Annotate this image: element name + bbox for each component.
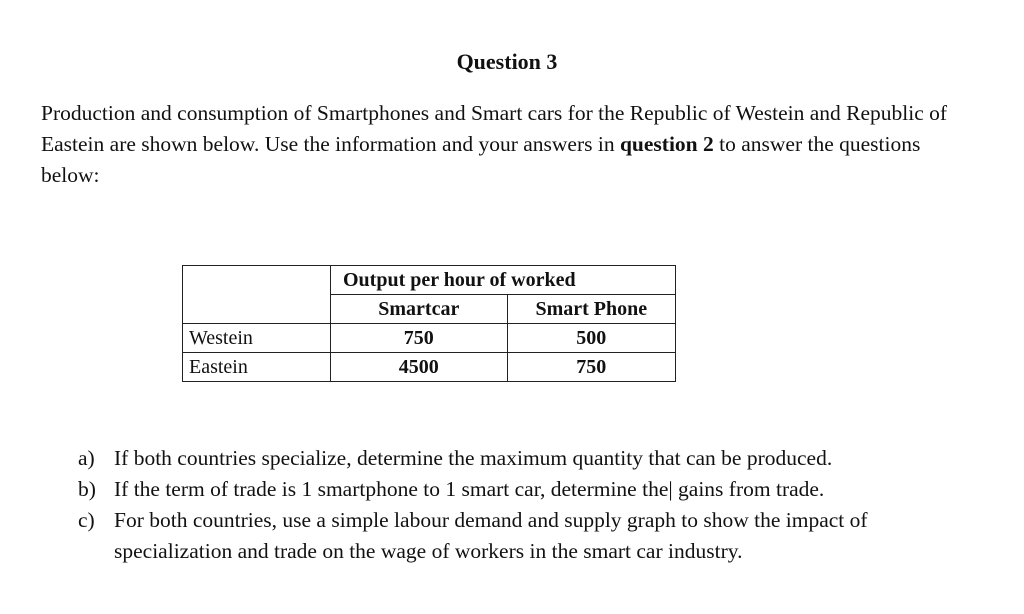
table-row <box>183 353 676 382</box>
column-header-smartphone: Smart Phone <box>507 295 675 324</box>
question-label: b) <box>78 477 96 501</box>
question-text: If both countries specialize, determine the maximum quantity that can be produced. <box>114 446 833 470</box>
table-header-row-2 <box>183 295 676 324</box>
question-text: For both countries, use a simple labour demand and supply graph to show the impact of specialization and trade on the wage of workers in the smart car industry. <box>114 508 868 563</box>
row-label-country: Eastein <box>183 353 331 382</box>
cell-smartcar: 4500 <box>331 353 508 382</box>
question-title: Question 3 <box>456 49 558 74</box>
intro-text-start: Production and consumption of Smartphones and Smart cars for the Republic of Westein and Republic of Eastein are shown below. Use the information and your answers in <box>41 101 948 156</box>
intro-paragraph <box>41 98 971 191</box>
row-label-country: Westein <box>183 324 331 353</box>
column-header-smartcar: Smartcar <box>331 295 508 324</box>
cell-smartcar: 750 <box>331 324 508 353</box>
table-group-header: Output per hour of worked <box>331 266 676 295</box>
list-item <box>78 443 978 474</box>
intro-text-end: to answer the questions below: <box>41 132 921 187</box>
list-item <box>78 505 978 567</box>
cell-smartphone: 500 <box>507 324 675 353</box>
table-header-row-1 <box>183 266 676 295</box>
intro-bold-reference: question 2 <box>619 132 714 156</box>
table-corner-cell-lower <box>183 295 331 324</box>
table-row <box>183 324 676 353</box>
table-corner-cell <box>183 266 331 295</box>
question-list <box>78 443 978 567</box>
question-label: c) <box>78 508 95 532</box>
list-item <box>78 474 978 505</box>
cell-smartphone: 750 <box>507 353 675 382</box>
question-text: If the term of trade is 1 smartphone to 1 smart car, determine the| gains from trade. <box>114 477 825 501</box>
output-table <box>182 265 676 382</box>
question-label: a) <box>78 446 95 470</box>
